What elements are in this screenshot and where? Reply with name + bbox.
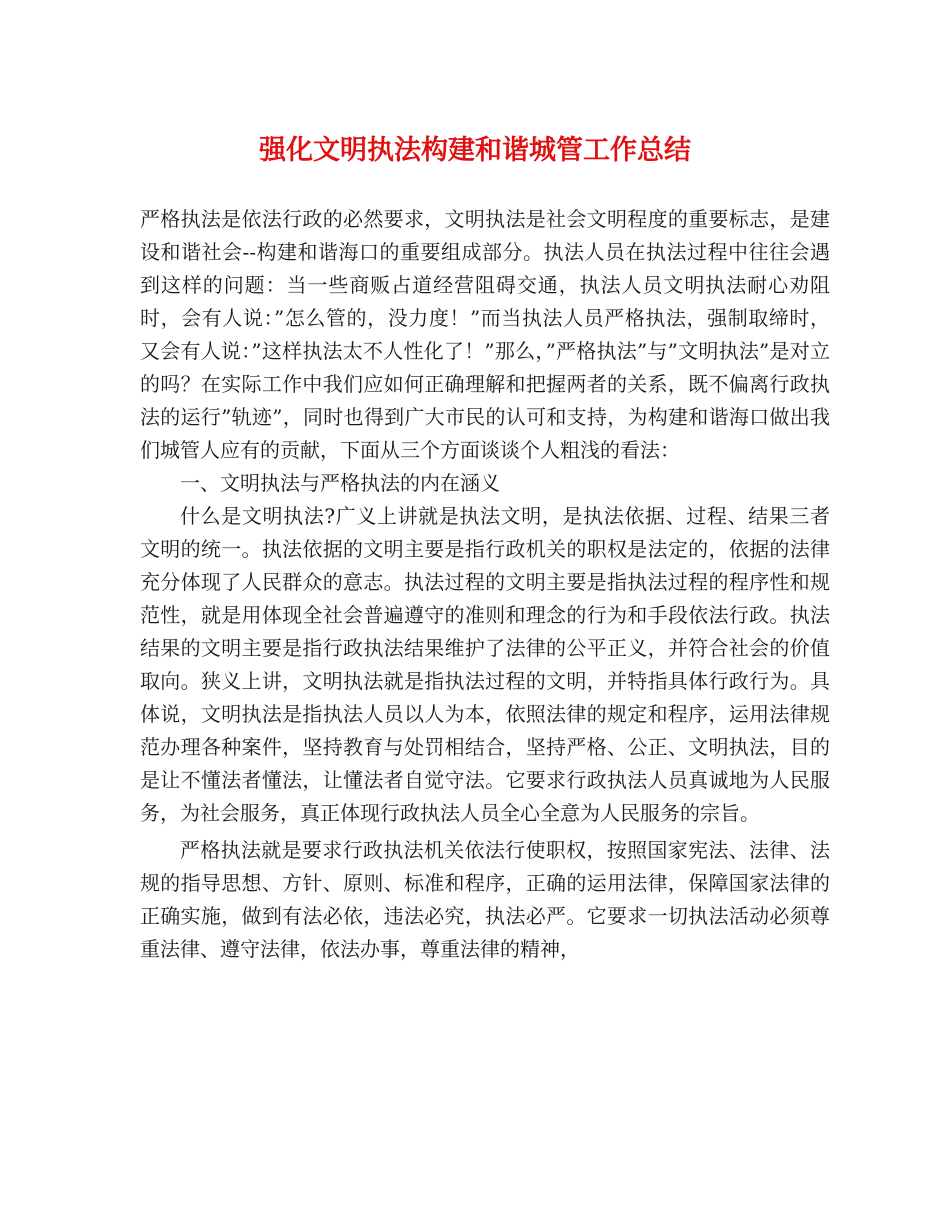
paragraph-strict-enforcement: 严格执法就是要求行政执法机关依法行使职权，按照国家宪法、法律、法规的指导思想、方针、原则、标准和程序，正确的运用法律，保障国家法律的正确实施，做到有法必依，违法必究，执法必严。它要求一切执法活动必须尊重法律、遵守法律，依法办事，尊重法律的精神， bbox=[140, 838, 830, 961]
section-heading-1: 一、文明执法与严格执法的内在涵义 bbox=[180, 471, 500, 495]
document-title: 强化文明执法构建和谐城管工作总结 bbox=[259, 135, 691, 166]
paragraph-intro: 严格执法是依法行政的必然要求，文明执法是社会文明程度的重要标志，是建设和谐社会--构建和谐海口的重要组成部分。执法人员在执法过程中往往会遇到这样的问题：当一些商贩占道经营阻碍交通，执法人员文明执法耐心劝阻时，会有人说：”怎么管的，没力度！”而当执法人员严格执法，强制取缔时，又会有人说：”这样执法太不人性化了！”那么，”严格执法”与”文明执法”是对立的吗？在实际工作中我们应如何正确理解和把握两者的关系，既不偏离行政执法的运行”轨迹”，同时也得到广大市民的认可和支持，为构建和谐海口做出我们城管人应有的贡献，下面从三个方面谈谈个人粗浅的看法： bbox=[140, 207, 830, 462]
document-body bbox=[140, 203, 830, 966]
paragraph-civilized-enforcement: 什么是文明执法?广义上讲就是执法文明，是执法依据、过程、结果三者文明的统一。执法依据的文明主要是指行政机关的职权是法定的，依据的法律充分体现了人民群众的意志。执法过程的文明主要是指执法过程的程序性和规范性，就是用体现全社会普遍遵守的准则和理念的行为和手段依法行政。执法结果的文明主要是指行政执法结果维护了法律的公平正义，并符合社会的价值取向。狭义上讲，文明执法就是指执法过程的文明，并特指具体行政行为。具体说，文明执法是指执法人员以人为本，依照法律的规定和程序，运用法律规范办理各种案件，坚持教育与处罚相结合，坚持严格、公正、文明执法，目的是让不懂法者懂法，让懂法者自觉守法。它要求行政执法人员真诚地为人民服务，为社会服务，真正体现行政执法人员全心全意为人民服务的宗旨。 bbox=[140, 504, 830, 825]
